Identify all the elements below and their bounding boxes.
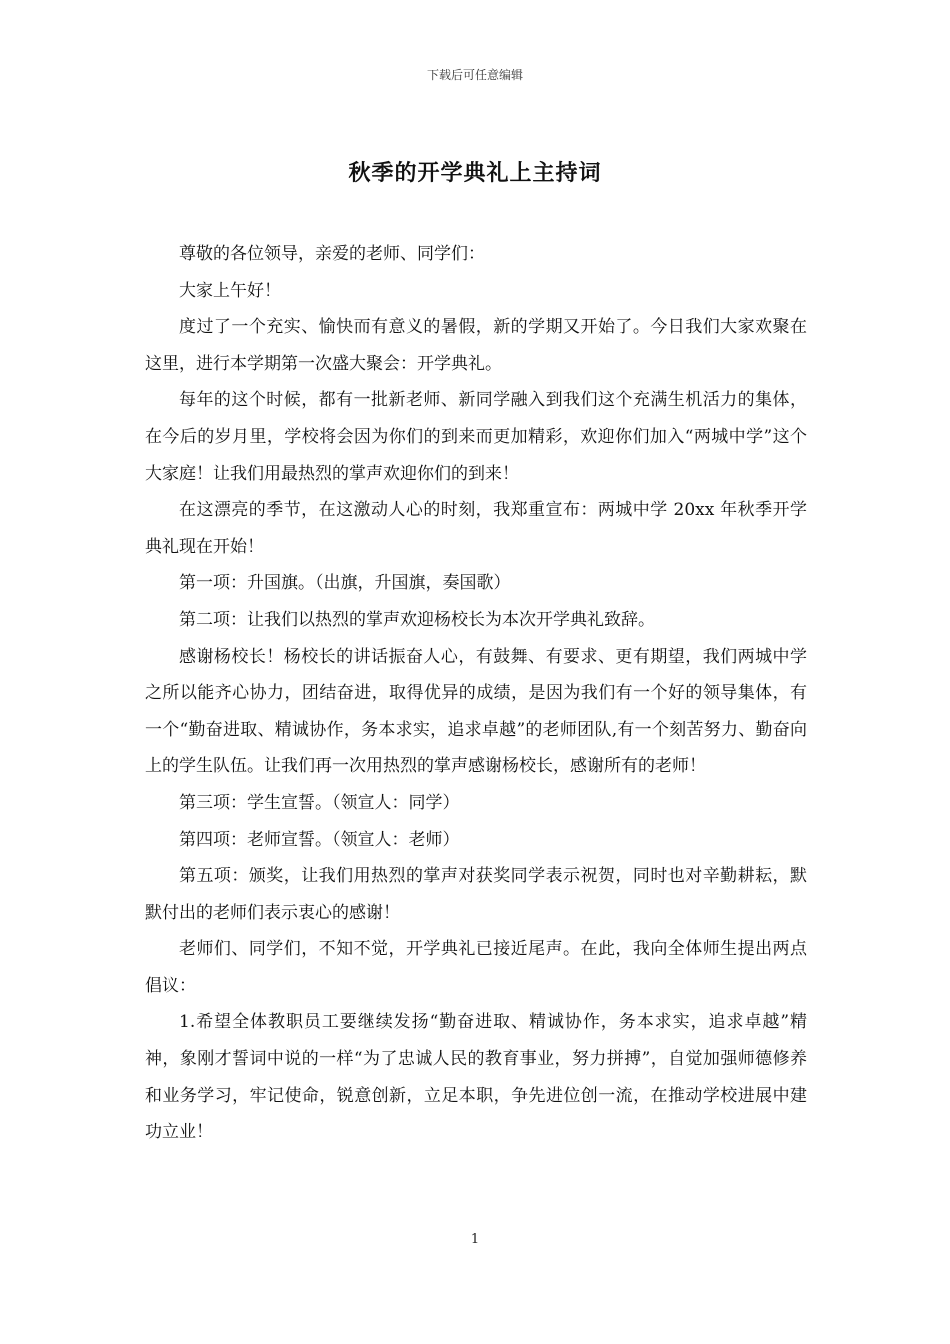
paragraph-item-5: 第五项：颁奖，让我们用热烈的掌声对获奖同学表示祝贺，同时也对辛勤耕耘，默默付出的老师们表示衷心的感谢！ [145, 866, 807, 923]
paragraph-proposal-1: 1.希望全体教职员工要继续发扬“勤奋进取、精诚协作，务本求实，追求卓越”精神，象刚才誓词中说的一样“为了忠诚人民的教育事业，努力拼搏”，自觉加强师德修养和业务学习，牢记使命，锐意创新，立足本职，争先进位创一流，在推动学校进展中建功立业！ [145, 1012, 807, 1143]
paragraph-thanks-principal: 感谢杨校长！杨校长的讲话振奋人心，有鼓舞、有要求、更有期望，我们两城中学之所以能齐心协力，团结奋进，取得优异的成绩，是因为我们有一个好的领导集体，有一个“勤奋进取、精诚协作，务本求实，追求卓越”的老师团队,有一个刻苦努力、勤奋向上的学生队伍。让我们再一次用热烈的掌声感谢杨校长，感谢所有的老师！ [145, 646, 807, 777]
document-title: 秋季的开学典礼上主持词 [348, 160, 602, 186]
paragraph-item-4: 第四项：老师宣誓。（领宣人：老师） [179, 829, 460, 850]
paragraph-salutation: 尊敬的各位领导，亲爱的老师、同学们： [179, 244, 485, 264]
paragraph-greeting: 大家上午好！ [179, 280, 281, 301]
paragraph-item-2: 第二项：让我们以热烈的掌声欢迎杨校长为本次开学典礼致辞。 [179, 609, 655, 630]
paragraph-closing: 老师们、同学们，不知不觉，开学典礼已接近尾声。在此，我向全体师生提出两点倡议： [145, 939, 807, 996]
paragraph-item-3: 第三项：学生宣誓。（领宣人：同学） [179, 792, 460, 813]
paragraph-welcome: 每年的这个时候，都有一批新老师、新同学融入到我们这个充满生机活力的集体，在今后的岁月里，学校将会因为你们的到来而更加精彩，欢迎你们加入“两城中学”这个大家庭！让我们用最热烈的掌声欢迎你们的到来！ [145, 390, 807, 484]
page-number: 1 [470, 1232, 480, 1247]
paragraph-intro: 度过了一个充实、愉快而有意义的暑假，新的学期又开始了。今日我们大家欢聚在这里，进行本学期第一次盛大聚会：开学典礼。 [145, 317, 807, 374]
page-header-note: 下载后可任意编辑 [426, 68, 523, 82]
paragraph-announcement: 在这漂亮的季节，在这激动人心的时刻，我郑重宣布：两城中学 20xx 年秋季开学典礼现在开始！ [145, 500, 807, 557]
paragraph-item-1: 第一项：升国旗。（出旗，升国旗，奏国歌） [179, 573, 511, 594]
document-body [145, 236, 807, 1151]
